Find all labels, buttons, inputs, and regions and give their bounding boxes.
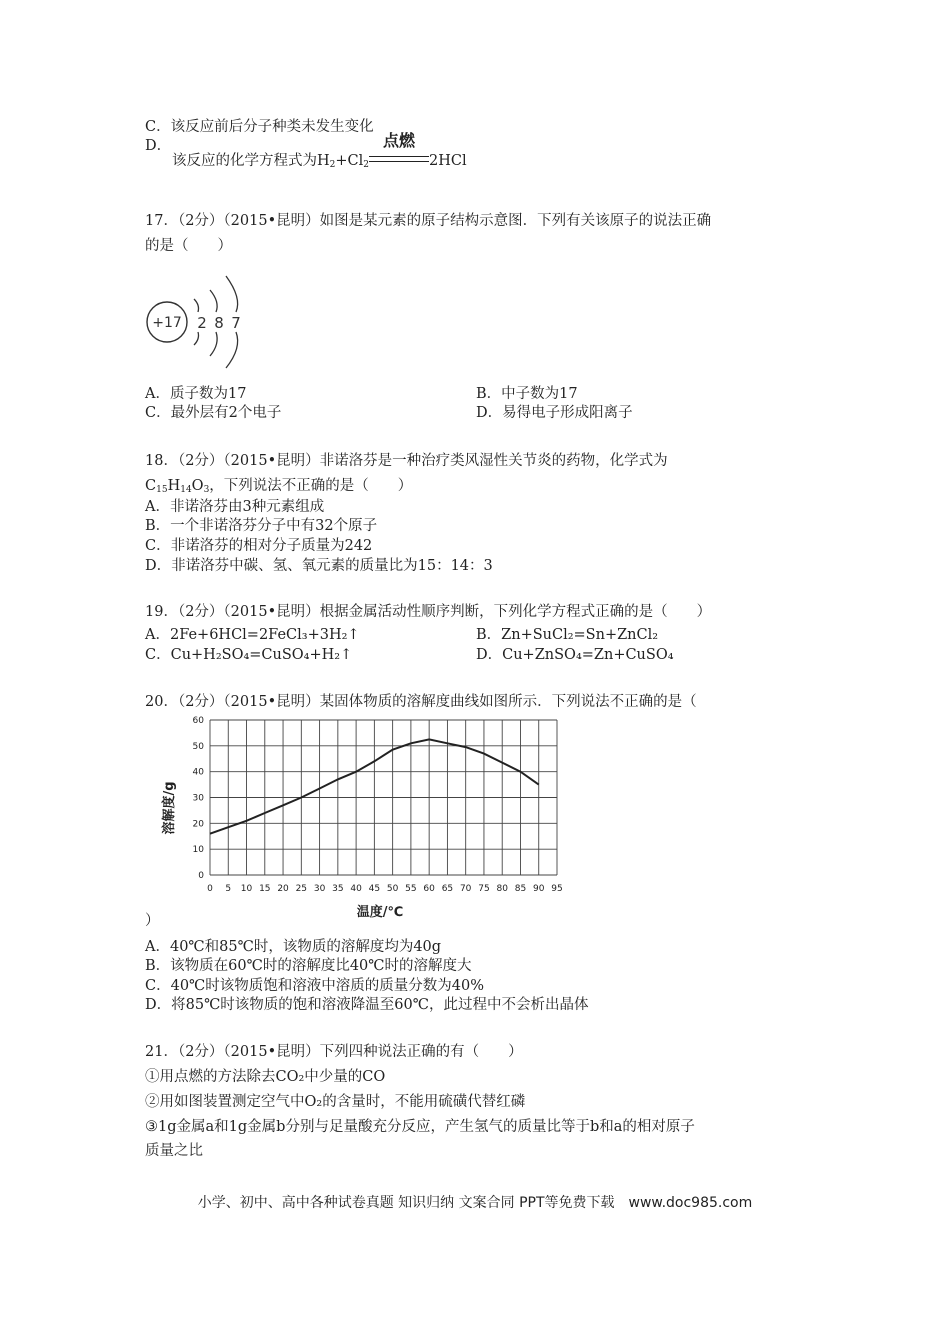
x-tick-label: 5 (225, 884, 232, 894)
q16-h2: H (317, 153, 330, 169)
q17-option-b: B．中子数为17 (476, 386, 578, 402)
q16-cl: +Cl (335, 153, 364, 169)
y-tick-label: 20 (192, 819, 204, 830)
q20-stem: 20．（2分）（2015•昆明）某固体物质的溶解度曲线如图所示．下列说法不正确的是（ (145, 694, 697, 710)
q17-option-c: C．最外层有2个电子 (145, 405, 282, 421)
y-tick-label: 0 (198, 871, 204, 881)
page-footer: 小学、初中、高中各种试卷真题 知识归纳 文案合同 PPT等免费下载 www.doc985.com (197, 1195, 753, 1211)
chart-x-ticks (207, 884, 563, 894)
q17-stem-line2: 的是（ ） (145, 238, 232, 254)
q17-stem-line1: 17．（2分）（2015•昆明）如图是某元素的原子结构示意图．下列有关该原子的说法正确 (145, 213, 712, 229)
x-tick-label: 80 (496, 884, 508, 894)
x-tick-label: 35 (332, 884, 344, 894)
x-tick-label: 10 (240, 884, 253, 894)
q21-stem: 21．（2分）（2015•昆明）下列四种说法正确的有（ ） (145, 1044, 523, 1060)
atom-shell-1: 2 (197, 314, 207, 332)
solubility-curve-chart (150, 708, 580, 920)
x-tick-label: 85 (514, 884, 527, 894)
y-tick-label: 10 (192, 845, 204, 856)
atom-shell-2: 8 (214, 314, 224, 332)
q18-option-b: B．一个非诺洛芬分子中有32个原子 (145, 518, 378, 534)
x-tick-label: 20 (277, 884, 289, 894)
q20-option-d: D．将85℃时该物质的饱和溶液降温至60℃，此过程中不会析出晶体 (145, 997, 589, 1013)
q18-stem-line2: $C_{15}H_{14}O_3$，下列说法不正确的是（ ） (145, 478, 413, 495)
x-tick-label: 75 (478, 884, 490, 894)
q20-option-a: A．40℃和85℃时，该物质的溶解度均为40g (145, 939, 442, 955)
q18-stem-line1: 18．（2分）（2015•昆明）非诺洛芬是一种治疗类风湿性关节炎的药物，化学式为 (145, 453, 668, 469)
chart-grid (210, 720, 557, 875)
y-tick-label: 30 (192, 793, 204, 804)
q19-stem: 19．（2分）（2015•昆明）根据金属活动性顺序判断，下列化学方程式正确的是（ ） (145, 604, 712, 620)
q19-option-b: B．Zn+SuCl₂=Sn+ZnCl₂ (476, 627, 659, 643)
chart-y-ticks (193, 716, 205, 881)
x-tick-label: 95 (551, 884, 563, 894)
atom-shell-3: 7 (231, 314, 241, 332)
q16-condition: 点燃 (383, 131, 416, 150)
q20-option-b: B．该物质在60℃时的溶解度比40℃时的溶解度大 (145, 958, 472, 974)
q20-option-c: C．40℃时该物质饱和溶液中溶质的质量分数为40% (145, 978, 484, 994)
x-tick-label: 55 (405, 884, 417, 894)
q19-option-d: D．Cu+ZnSO₄=Zn+CuSO₄ (476, 647, 674, 663)
q16-option-c: C．该反应前后分子种类未发生变化 (145, 119, 374, 135)
q21-item-3-line2: 质量之比 (145, 1143, 203, 1159)
x-tick-label: 60 (423, 884, 435, 894)
y-tick-label: 40 (192, 767, 204, 778)
x-tick-label: 90 (533, 884, 545, 894)
chart-x-axis-label: 温度/℃ (356, 905, 404, 920)
atom-nucleus-label: +17 (152, 315, 182, 331)
q16-option-d-equation (172, 131, 467, 174)
x-tick-label: 65 (441, 884, 454, 894)
q16-equation-prefix: 该反应的化学方程式为 (172, 153, 317, 169)
q17-option-d: D．易得电子形成阳离子 (476, 405, 633, 421)
x-tick-label: 0 (207, 884, 213, 894)
y-tick-label: 50 (192, 741, 204, 752)
x-tick-label: 30 (313, 884, 326, 894)
q16-product: 2HCl (429, 153, 467, 169)
q21-item-1: ①用点燃的方法除去CO₂中少量的CO (145, 1069, 386, 1085)
q16-reaction-arrow (369, 131, 429, 170)
q19-option-c: C．Cu+H₂SO₄=CuSO₄+H₂↑ (145, 647, 353, 663)
q18-option-a: A．非诺洛芬由3种元素组成 (145, 499, 325, 515)
x-tick-label: 70 (459, 884, 472, 894)
chart-y-axis-label: 溶解度/g (162, 781, 177, 835)
q20-stem-close: ） (145, 913, 160, 929)
q21-item-3-line1: ③1g金属a和1g金属b分别与足量酸充分反应，产生氢气的质量比等于b和a的相对原子 (145, 1119, 695, 1135)
x-tick-label: 25 (295, 884, 308, 894)
x-tick-label: 45 (368, 884, 381, 894)
q16-h2-sub: 2 (329, 160, 336, 170)
q19-option-a: A．2Fe+6HCl=2FeCl₃+3H₂↑ (145, 627, 360, 643)
x-tick-label: 15 (259, 884, 271, 894)
x-tick-label: 40 (350, 884, 362, 894)
q17-option-a: A．质子数为17 (145, 386, 247, 402)
q16-cl2-sub: 2 (363, 160, 370, 170)
q16-option-d-letter: D． (145, 138, 172, 154)
q21-item-2: ②用如图装置测定空气中O₂的含量时，不能用硫磺代替红磷 (145, 1094, 526, 1110)
q18-option-d: D．非诺洛芬中碳、氢、氧元素的质量比为15：14：3 (145, 558, 493, 574)
y-tick-label: 60 (192, 716, 204, 726)
atom-structure-diagram (140, 268, 250, 378)
q18-option-c: C．非诺洛芬的相对分子质量为242 (145, 538, 373, 554)
x-tick-label: 50 (386, 884, 399, 894)
